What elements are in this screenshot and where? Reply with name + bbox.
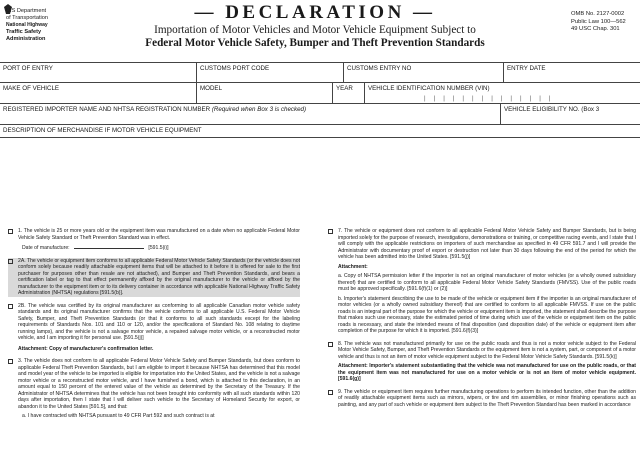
importer-label: REGISTERED IMPORTER NAME AND NHTSA REGISTRATION NUMBER <box>3 106 211 113</box>
checkbox-7[interactable] <box>328 229 333 234</box>
declaration-subitem: a. I have contracted with NHTSA pursuant to 49 CFR Part 592 and such contract is at <box>22 413 215 419</box>
agency-block <box>6 8 96 43</box>
agency-line: National Highway <box>6 22 48 28</box>
declaration-text: 9. The vehicle or equipment item requires further manufacturing operations to perform its intended function, other than the addition of readily attachable equipment items such as mirrors, wipers, or tire and rim assemblies, or minor finishing operations such as painting, and any part of such vehicle or equipment item subject to the Theft Prevention Standard has been marked in accordance <box>338 388 636 408</box>
omb-line: OMB No. 2127-0002 <box>571 11 625 17</box>
declaration-item-1 <box>8 228 300 252</box>
customs-entry-no-field[interactable] <box>343 63 503 82</box>
agency-line: of Transportation <box>6 15 48 21</box>
model-field[interactable] <box>196 83 332 103</box>
declaration-item-2a <box>8 258 300 297</box>
omb-block <box>571 11 640 34</box>
field-label: ENTRY DATE <box>507 65 546 72</box>
vehicle-eligibility-field[interactable] <box>500 104 640 124</box>
form-heading <box>115 2 515 50</box>
field-label: MAKE OF VEHICLE <box>3 85 60 92</box>
attachment-heading: Attachment: <box>338 263 368 270</box>
checkbox-9[interactable] <box>328 390 333 395</box>
agency-line: Traffic Safety <box>6 29 42 35</box>
make-of-vehicle-field[interactable] <box>0 83 196 103</box>
year-field[interactable] <box>332 83 364 103</box>
checkbox-1[interactable] <box>8 229 13 234</box>
declaration-item-3 <box>8 358 300 420</box>
page-title: — DECLARATION — <box>194 2 436 23</box>
declaration-item-7 <box>328 228 636 335</box>
field-label: VEHICLE IDENTIFICATION NUMBER (VIN) <box>368 85 490 92</box>
page-subtitle-1: Importation of Motor Vehicles and Motor Vehicle Equipment Subject to <box>154 24 476 36</box>
form-row-entry <box>0 62 640 82</box>
importer-note: (Required when Box 3 is checked) <box>211 106 307 113</box>
field-label: VEHICLE ELIGIBILITY NO. (Box 3 <box>504 106 600 113</box>
merchandise-description-field[interactable] <box>0 125 640 137</box>
field-label: YEAR <box>336 85 353 92</box>
declarations-right-column <box>328 228 636 414</box>
entry-date-field[interactable] <box>503 63 640 82</box>
attachment-note: Attachment: Copy of manufacturer's confirmation letter. <box>18 345 154 352</box>
port-of-entry-field[interactable] <box>0 63 196 82</box>
declaration-item-2b <box>8 303 300 353</box>
checkbox-2b[interactable] <box>8 304 13 309</box>
field-label: CUSTOMS PORT CODE <box>200 65 270 72</box>
vin-char-boxes: | | | | | | | | | | | | | | <box>423 95 553 102</box>
field-label: CUSTOMS ENTRY NO <box>347 65 412 72</box>
date-label: Date of manufacture: <box>22 245 70 251</box>
checkbox-8[interactable] <box>328 342 333 347</box>
declaration-text: 7. The vehicle or equipment does not conform to all applicable Federal Motor Vehicle Safety and Bumper Standards, but is being imported solely for the purpose of research, investigations, demonstrations or training, or competitive racing events, and I state that I will comply with the applicable restrictions on importers of such merchandise as specified in 49 CFR 591.7 and I will provide the Administrator with documentary proof of export or destruction not later than 30 days following the end of the period for which the vehicle has been admitted into the United States. [591.5(j)] <box>338 228 636 260</box>
checkbox-2a[interactable] <box>8 259 13 264</box>
manufacture-date-line <box>18 244 300 252</box>
field-label <box>3 105 497 114</box>
registered-importer-field[interactable] <box>0 104 500 124</box>
checkbox-3[interactable] <box>8 359 13 364</box>
declaration-text: 3. The vehicle does not conform to all applicable Federal Motor Vehicle Safety and Bumper Standards, but does conform to applicable Federal Theft Prevention Standards, but I am eligible to import it because NHTSA has determined that this model and model year of the vehicle to be imported is eligible for importation into the United States, and the vehicle is not a salvage motor vehicle or a reconstructed motor vehicle, and I have furnished a bond, which is attached to this declaration, in an amount equal to 150 percent of the entered value of the vehicle as determined by the Secretary of the Treasury. If the Administrator of NHTSA determines that the vehicle has not been brought into conformity with all such standards within 120 days after importation, then I state that I will deliver such vehicle to the Secretary of Homeland Security for export, or abandon it to the United States [591.5], and that: <box>18 358 300 410</box>
declaration-item-8 <box>328 341 636 383</box>
declaration-subitem: b. Importer's statement describing the use to be made of the vehicle or equipment item if the importer is an original manufacturer of motor vehicles (or a wholly owned subsidiary thereof) that are certified to conform to all applicable FMVSS. If use on the public roads is an integral part of the purpose for which the vehicle or equipment item is imported, the statement shall describe the purpose that makes such use necessary, state the estimated period of time during which use of the vehicle or equipment item on the public roads is necessary, and state the intended means of final disposition (and disposition date) of the vehicle or equipment item after completion of the purpose for which it is imported. [591.6(f)(3)] <box>338 295 636 334</box>
agency-line: U.S Department <box>6 8 47 14</box>
form-row-importer <box>0 103 640 124</box>
field-label: DESCRIPTION OF MERCHANDISE IF MOTOR VEHICLE EQUIPMENT <box>3 127 202 134</box>
vin-field[interactable] <box>364 83 640 103</box>
declaration-text: 2A. The vehicle or equipment item conforms to all applicable Federal Motor Vehicle Safety Standards (or the vehicle does not conform solely because readily attachable equipment items that will be attached to it before it is offered for sale to the first purchaser for purposes other than resale are not attached), and Bumper and Theft Prevention Standards, and bears a certification label or tag to that effect permanently affixed by the original manufacturer to the vehicle or affixed by the manufacturer to the equipment item or to its delivery container in accordance with applicable National Highway Traffic Safety Administration (NHTSA) regulations [591.5(b)]. <box>18 257 300 296</box>
customs-port-code-field[interactable] <box>196 63 343 82</box>
attachment-note: Attachment: Importer's statement substantiating that the vehicle was not manufactured for use on the public roads, or that the equipment item was not manufactured for use on a motor vehicle or is not an item of motor vehicle equipment. [591.6(g)] <box>338 363 636 382</box>
agency-line: Administration <box>6 36 46 42</box>
field-label: PORT OF ENTRY <box>3 65 53 72</box>
date-of-manufacture-input[interactable] <box>74 244 144 249</box>
field-label: MODEL <box>200 85 223 92</box>
form-row-vehicle <box>0 82 640 103</box>
omb-line: Public Law 100—562 <box>571 18 626 25</box>
omb-line: 49 USC Chap. 301 <box>571 26 620 32</box>
declarations-left-column <box>8 228 300 426</box>
declaration-text: 1. The vehicle is 25 or more years old or the equipment item was manufactured on a date when no applicable Federal Motor Vehicle Safety Standard or Theft Prevention Standard was in effect. <box>18 228 300 241</box>
form-row-description <box>0 124 640 138</box>
declaration-text: 2B. The vehicle was certified by its original manufacturer as conforming to all applicable Canadian motor vehicle safety standards and its original manufacturer confirms that the vehicle conforms to all applicable U.S. Federal Motor Vehicle Safety, Bumper, and Theft Prevention Standards (or that it conforms to all such standards except for the labeling requirements of Standards Nos. 101 and 110 or 120, and/or the specifications of Standard No. 108 relating to daytime running lamps), and the vehicle is not a salvage motor vehicle, a repaired salvage motor vehicle, or a reconstructed motor vehicle, and I am importing it for personal use. [591.5(j)] <box>18 302 300 341</box>
declaration-subitem: a. Copy of NHTSA permission letter if the importer is not an original manufacturer of motor vehicles (or a wholly owned subsidiary thereof) that are certified to conform to all applicable Federal Motor Vehicle Safety Standards (FMVSS). Use of the public roads must be approved specifically. [591.6(f)(1) or (2)] <box>338 273 636 292</box>
page-subtitle-2: Federal Motor Vehicle Safety, Bumper and Theft Prevention Standards <box>145 37 485 49</box>
declaration-item-9 <box>328 389 636 409</box>
declaration-text: 8. The vehicle was not manufactured primarily for use on the public roads and thus is not a motor vehicle subject to the Federal Motor Vehicle Safety, Bumper, and Theft Prevention Standards or the equipment item is not a system, part, or component of a motor vehicle and thus is not an item of motor vehicle equipment subject to the Federal Motor Vehicle Safety Standards. [591.5(k)] <box>338 340 636 360</box>
date-ref: [591.5(i)] <box>148 245 169 251</box>
